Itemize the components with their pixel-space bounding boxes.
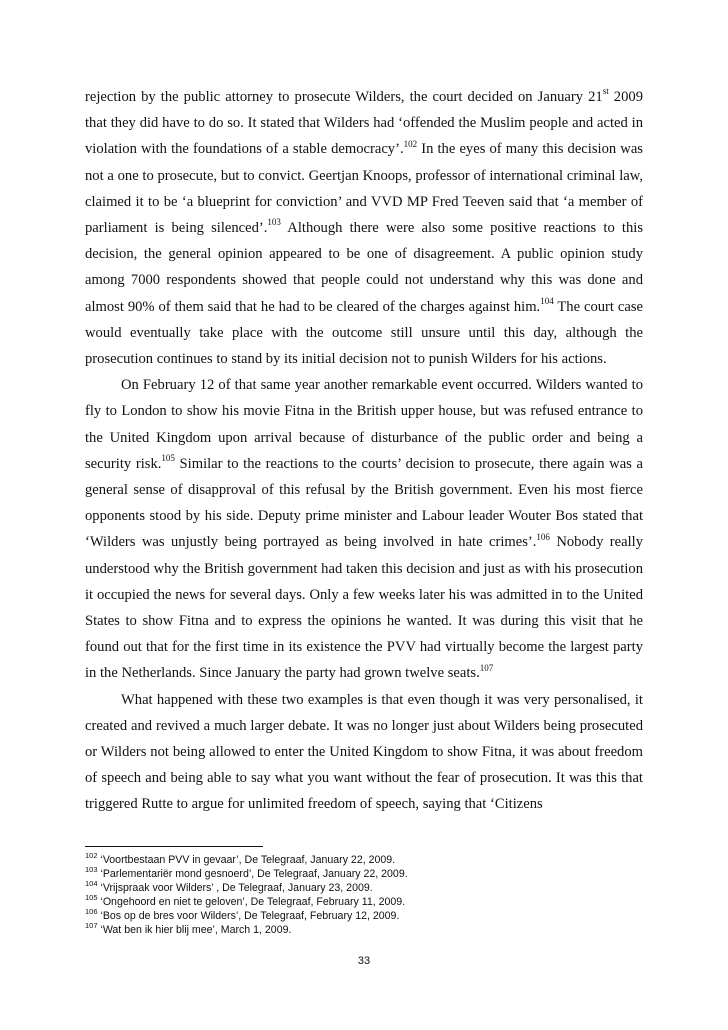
footnote-reference: 103 xyxy=(267,217,281,228)
footnote-number: 104 xyxy=(85,879,98,889)
footnote-text: ‘Parlementariër mond gesnoerd’, De Telegraaf, January 22, 2009. xyxy=(97,868,408,880)
paragraph-text: Nobody really understood why the British government had taken this decision and just as with his prosecution it occupied the news for several days. Only a few weeks later his was admitted in to the United States to show Fitna and to express the opinions he wanted. It was during this visit that he found out that for the first time in its existence the PVV had virtually become the largest party in the Netherlands. Since January the party had grown twelve seats. xyxy=(85,534,643,682)
footnote-text: ‘Wat ben ik hier blij mee’, March 1, 2009. xyxy=(97,924,292,936)
footnote-number: 105 xyxy=(85,893,98,903)
footnote-separator xyxy=(85,846,263,847)
paragraph xyxy=(85,84,643,372)
footnote-item xyxy=(85,867,645,881)
footnote-reference: 107 xyxy=(479,662,494,673)
footnote-text: ‘Vrijspraak voor Wilders’ , De Telegraaf, January 23, 2009. xyxy=(97,882,373,894)
body-text xyxy=(85,84,643,818)
footnote-item xyxy=(85,881,645,895)
paragraph xyxy=(85,687,643,818)
page-number: 33 xyxy=(357,955,371,967)
footnote-text: ‘Voortbestaan PVV in gevaar’, De Telegraaf, January 22, 2009. xyxy=(97,854,396,866)
footnote-item xyxy=(85,923,645,937)
paragraph-text: Although there were also some positive reactions to this decision, the general opinion appeared to be one of disagreement. A public opinion study among 7000 respondents showed that people could not understand why this was done and almost 90% of them said that he had to be cleared of the charges against him. xyxy=(85,220,643,315)
footnote-number: 106 xyxy=(85,907,98,917)
footnote-reference: 106 xyxy=(536,531,550,542)
paragraph-text: rejection by the public attorney to prosecute Wilders, the court decided on January 21 xyxy=(85,89,603,105)
paragraph-text: The court case would eventually take place with the outcome still unsure until this day, although the prosecution continues to stand by its initial decision not to punish Wilders for his actions. xyxy=(85,298,643,368)
paragraph xyxy=(85,372,643,686)
footnote-reference: 102 xyxy=(403,138,418,149)
footnote-item xyxy=(85,909,645,923)
paragraph-text: 2009 that they did have to do so. It stated that Wilders had ‘offended the Muslim people and acted in violation with the foundations of a stable democracy’. xyxy=(85,89,643,158)
footnotes xyxy=(85,853,645,937)
paragraph-text: Similar to the reactions to the courts’ decision to prosecute, there again was a general sense of disapproval of this refusal by the British government. Even his most fierce opponents stood by his side. Deputy prime minister and Labour leader Wouter Bos stated that ‘Wilders was unjustly being portrayed as being involved in hate crimes’. xyxy=(85,455,643,551)
paragraph-text: On February 12 of that same year another remarkable event occurred. Wilders wanted to fly to London to show his movie Fitna in the British upper house, but was refused entrance to the United Kingdom upon arrival because of disturbance of the public order and being a security risk. xyxy=(85,377,643,472)
footnote-reference: 105 xyxy=(161,452,175,463)
footnote-text: ‘Bos op de bres voor Wilders’, De Telegraaf, February 12, 2009. xyxy=(97,910,400,922)
footnote-reference: 104 xyxy=(540,295,554,306)
footnote-reference: st xyxy=(602,86,609,97)
footnote-item xyxy=(85,895,645,909)
footnote-number: 103 xyxy=(85,865,98,875)
paragraph-text: What happened with these two examples is that even though it was very personalised, it created and revived a much larger debate. It was no longer just about Wilders being prosecuted or Wilders not being allowed to enter the United Kingdom to show Fitna, it was about freedom of speech and being able to say what you want without the fear of prosecution. It was this that triggered Rutte to argue for unlimited freedom of speech, saying that ‘Citizens xyxy=(85,691,643,813)
footnote-number: 107 xyxy=(85,921,98,931)
paragraph-text: In the eyes of many this decision was not a one to prosecute, but to convict. Geertjan Knoops, professor of international criminal law, claimed it to be ‘a blueprint for conviction’ and VVD MP Fred Teeven said that ‘a member of parliament is being silenced’. xyxy=(85,141,643,237)
footnote-item xyxy=(85,853,645,867)
footnote-number: 102 xyxy=(85,851,98,861)
footnote-text: ‘Ongehoord en niet te geloven’, De Telegraaf, February 11, 2009. xyxy=(97,896,406,908)
